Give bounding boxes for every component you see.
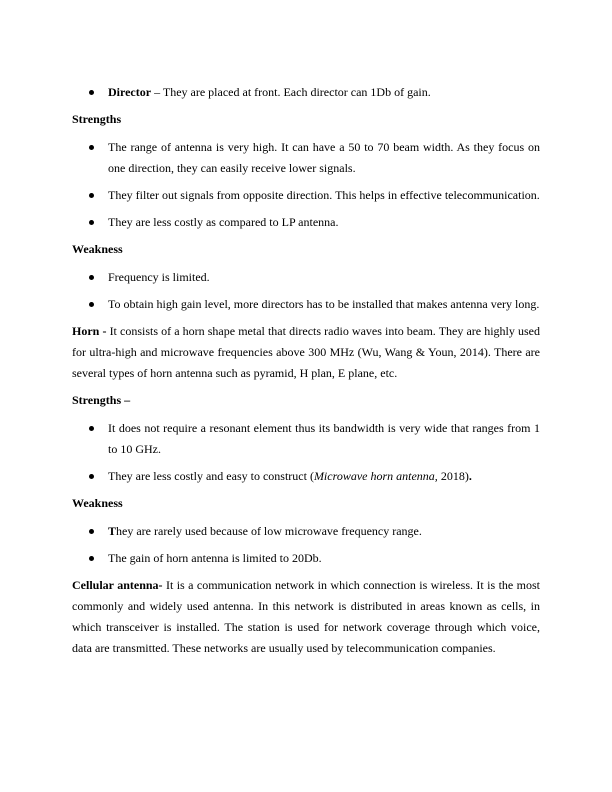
list-item: [72, 137, 540, 179]
list-item-text: Frequency is limited.: [108, 270, 210, 284]
weakness-list: [72, 267, 540, 315]
list-item-first-letter: T: [108, 524, 117, 538]
list-item: [72, 212, 540, 233]
bullet-icon: [89, 193, 94, 198]
list-item-text: hey are rarely used because of low microwave frequency range.: [116, 524, 422, 538]
list-item-text: They filter out signals from opposite direction. This helps in effective telecommunication.: [108, 188, 540, 202]
bullet-icon: [89, 556, 94, 561]
list-item-text: The gain of horn antenna is limited to 20Db.: [108, 551, 322, 565]
list-item: [72, 548, 540, 569]
list-item: [72, 185, 540, 206]
strengths-heading: Strengths: [72, 112, 122, 126]
list-item-text: They are less costly as compared to LP antenna.: [108, 215, 339, 229]
bullet-icon: [89, 426, 94, 431]
list-item: [72, 466, 540, 487]
list-item: [72, 294, 540, 315]
horn-term: Horn -: [72, 324, 107, 338]
strengths-list: [72, 137, 540, 233]
director-text: – They are placed at front. Each director can 1Db of gain.: [151, 85, 431, 99]
bullet-icon: [89, 302, 94, 307]
bullet-icon: [89, 474, 94, 479]
list-item-text: To obtain high gain level, more directors has to be installed that makes antenna very long.: [108, 297, 540, 311]
strengths-heading-horn: Strengths –: [72, 393, 131, 407]
bullet-icon: [89, 275, 94, 280]
citation-title: Microwave horn antenna,: [313, 469, 438, 483]
list-item: [72, 267, 540, 288]
list-item-text: The range of antenna is very high. It can have a 50 to 70 beam width. As they focus on one direction, they can easily receive lower signals.: [108, 140, 540, 175]
cellular-term: Cellular antenna-: [72, 578, 163, 592]
horn-text: It consists of a horn shape metal that directs radio waves into beam. They are highly used for ultra-high and microwave frequencies above 300 MHz (Wu, Wang & Youn, 2014). There are several types of horn antenna such as pyramid, H plan, E plane, etc.: [72, 324, 540, 380]
cellular-paragraph: [72, 575, 540, 659]
document-body: [72, 82, 540, 665]
list-item: [72, 418, 540, 460]
list-item: [72, 82, 540, 103]
horn-paragraph: [72, 321, 540, 384]
bullet-icon: [89, 145, 94, 150]
weakness-list-horn: [72, 521, 540, 569]
list-item-text-after: 2018): [437, 469, 469, 483]
weakness-heading: Weakness: [72, 242, 123, 256]
weakness-heading-horn: Weakness: [72, 496, 123, 510]
strengths-list-horn: [72, 418, 540, 487]
bullet-icon: [89, 90, 94, 95]
bullet-icon: [89, 529, 94, 534]
cellular-text: It is a communication network in which connection is wireless. It is the most commonly and widely used antenna. In this network is distributed in areas known as cells, in which transceiver is installed. The station is used for network coverage through which voice, data are transmitted. These networks are usually used by telecommunication companies.: [72, 578, 540, 655]
director-term: Director: [108, 85, 152, 99]
list-item: [72, 521, 540, 542]
director-list: [72, 82, 540, 103]
list-item-period: .: [468, 469, 472, 483]
bullet-icon: [89, 220, 94, 225]
list-item-text: It does not require a resonant element thus its bandwidth is very wide that ranges from 1 to 10 GHz.: [108, 421, 540, 456]
list-item-text-before: They are less costly and easy to construct (: [108, 469, 314, 483]
